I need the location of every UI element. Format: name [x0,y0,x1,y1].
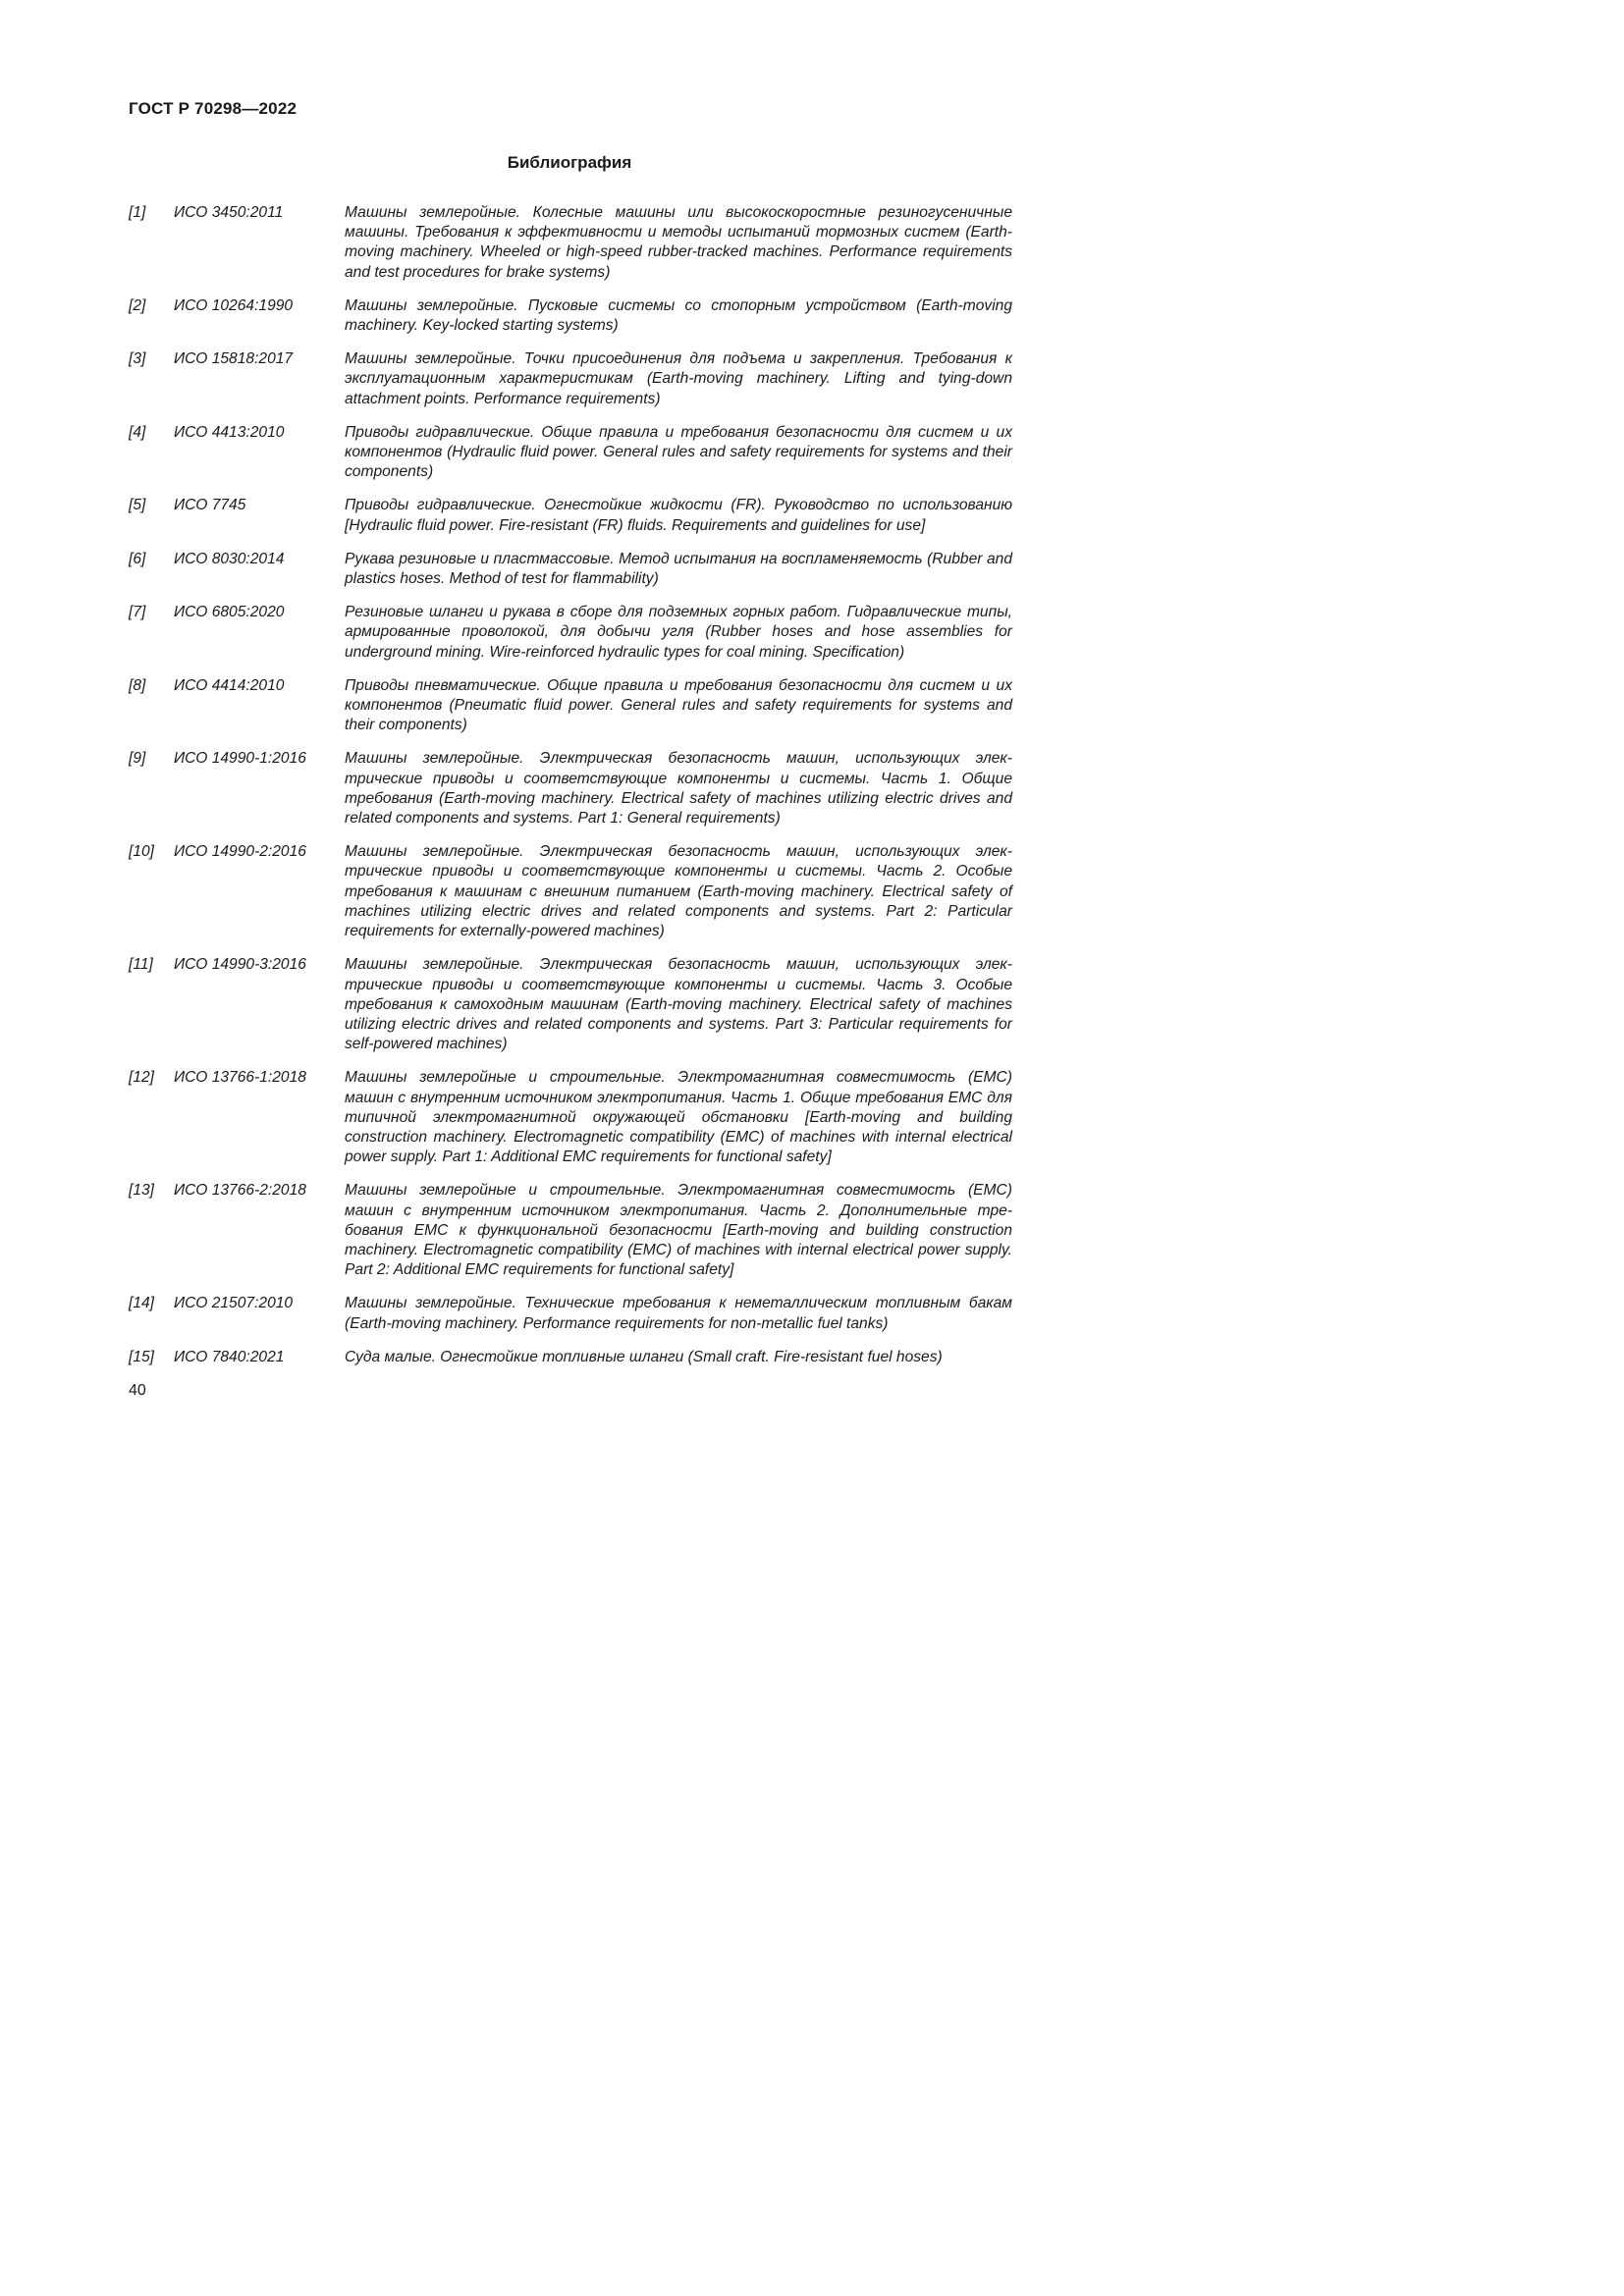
bibliography-item [129,955,1012,1054]
reference-standard-code: ИСО 6805:2020 [174,604,285,621]
reference-title: Машины землеройные. Электрическая безопасность машин, использующих электрические приводы и соответствующие компоненты и системы. Часть 3. Особые требования к самоходным машинам (Earth-moving machinery. Electrical safety of machines utilizing electric drives and related components and systems. Part 3: Particular requirements for self-powered machines) [345,956,1012,1053]
reference-number: [7] [129,604,146,621]
section-title: Библиография [507,153,632,172]
bibliography-item [129,203,1012,283]
bibliography-item [129,842,1012,941]
reference-number: [8] [129,676,146,694]
reference-standard-code: ИСО 10264:1990 [174,296,294,314]
reference-standard-code: ИСО 13766-2:2018 [174,1182,306,1200]
reference-title: Машины землеройные. Технические требования к неметаллическим топливным бакам (Earth-moving machinery. Performance requirements for non-metallic fuel tanks) [345,1295,1012,1332]
reference-standard-code: ИСО 14990-2:2016 [174,843,306,861]
bibliography-item [129,496,1012,535]
reference-number: [14] [129,1295,155,1312]
reference-standard-code: ИСО 14990-1:2016 [174,750,306,768]
reference-standard-code: ИСО 13766-1:2018 [174,1069,306,1087]
reference-standard-code: ИСО 8030:2014 [174,550,285,567]
reference-title: Приводы гидравлические. Огнестойкие жидкости (FR). Руководство по использованию [Hydraulic fluid power. Fire-resistant (FR) fluids. Requirements and guidelines for use] [345,497,1012,534]
bibliography-item [129,349,1012,409]
reference-standard-code: ИСО 15818:2017 [174,350,294,368]
reference-standard-code: ИСО 7840:2021 [174,1348,285,1365]
reference-title: Машины землеройные. Электрическая безопасность машин, использующих электрические приводы и соответствующие компоненты и системы. Часть 2. Особые требования к машинам с внешним питанием (Earth-moving machinery. Electrical safety of machines utilizing electric drives and related components and systems. Part 2: Particular requirements for externally-powered machines) [345,843,1012,940]
bibliography-item [129,1181,1012,1280]
reference-standard-code: ИСО 4413:2010 [174,423,285,441]
bibliography-item [129,296,1012,336]
bibliography-item [129,1348,1012,1367]
bibliography-item [129,550,1012,589]
reference-title: Приводы пневматические. Общие правила и требования безопасности для систем и их компонентов (Pneumatic fluid power. General rules and safety requirements for systems and their components) [345,676,1012,734]
reference-number: [9] [129,750,146,768]
reference-title: Машины землеройные и строительные. Электромагнитная совместимость (ЕМС) машин с внутренним источником электропитания. Часть 1. Общие требования ЕМС для типичной электромагнитной окружающей обстановки [Earth-moving and building construction machinery. Electromagnetic compatibility (EMC) of machines with internal electrical power supply. Part 1: Additional EMC requirements for functional safety] [345,1069,1012,1166]
reference-number: [2] [129,296,146,314]
reference-title: Рукава резиновые и пластмассовые. Метод испытания на воспламеняемость (Rubber and plastics hoses. Method of test for flammability) [345,550,1012,588]
reference-title: Машины землеройные. Пусковые системы со стопорным устройством (Earth-moving machinery. Key-locked starting systems) [345,296,1012,335]
bibliography-item [129,749,1012,828]
reference-title: Машины землеройные и строительные. Электромагнитная совместимость (ЕМС) машин с внутренним источником электропитания. Часть 2. Дополнительные требования ЕМС к функциональной безопасности [Earth-moving and building construction machinery. Electromagnetic compatibility (EMC) of machines with internal electrical power supply. Part 2: Additional EMC requirements for functional safety] [345,1182,1012,1279]
reference-number: [15] [129,1348,155,1365]
reference-title: Суда малые. Огнестойкие топливные шланги (Small craft. Fire-resistant fuel hoses) [345,1348,943,1365]
reference-number: [5] [129,497,146,514]
bibliography-list [129,203,1012,1381]
reference-title: Приводы гидравлические. Общие правила и требования безопасности для систем и их компонентов (Hydraulic fluid power. General rules and safety requirements for systems and their components) [345,423,1012,481]
reference-title: Резиновые шланги и рукава в сборе для подземных горных работ. Гидравлические типы, армированные проволокой, для добычи угля (Rubber hoses and hose assemblies for underground mining. Wire-reinforced hydraulic types for coal mining. Specification) [345,604,1012,661]
bibliography-item [129,1068,1012,1167]
reference-number: [12] [129,1069,155,1087]
reference-standard-code: ИСО 7745 [174,497,246,514]
reference-number: [6] [129,550,146,567]
reference-standard-code: ИСО 14990-3:2016 [174,956,306,974]
reference-title: Машины землеройные. Точки присоединения для подъема и закрепления. Требования к эксплуатационным характеристикам (Earth-moving machinery. Lifting and tying-down attachment points. Performance requirements) [345,350,1012,407]
reference-standard-code: ИСО 21507:2010 [174,1295,294,1312]
bibliography-item [129,1294,1012,1333]
reference-number: [4] [129,423,146,441]
document-header-code: ГОСТ Р 70298—2022 [129,99,298,118]
bibliography-item [129,423,1012,483]
document-page [0,0,1084,1532]
reference-number: [13] [129,1182,155,1200]
reference-standard-code: ИСО 3450:2011 [174,204,284,221]
reference-standard-code: ИСО 4414:2010 [174,676,285,694]
reference-number: [1] [129,204,146,221]
page-number: 40 [129,1382,146,1399]
bibliography-item [129,676,1012,736]
reference-number: [10] [129,843,155,861]
reference-number: [3] [129,350,146,368]
reference-title: Машины землеройные. Электрическая безопасность машин, использующих электрические приводы и соответствующие компоненты и системы. Часть 1. Общие требования (Earth-moving machinery. Electrical safety of machines utilizing electric drives and related components and systems. Part 1: General requirements) [345,750,1012,828]
bibliography-item [129,603,1012,663]
reference-number: [11] [129,956,153,974]
reference-title: Машины землеройные. Колесные машины или высокоскоростные резиногусеничные машины. Требования к эффективности и методы испытаний тормозных систем (Earth-moving machinery. Wheeled or high-speed rubber-tracked machines. Performance requirements and test procedures for brake systems) [345,204,1012,281]
